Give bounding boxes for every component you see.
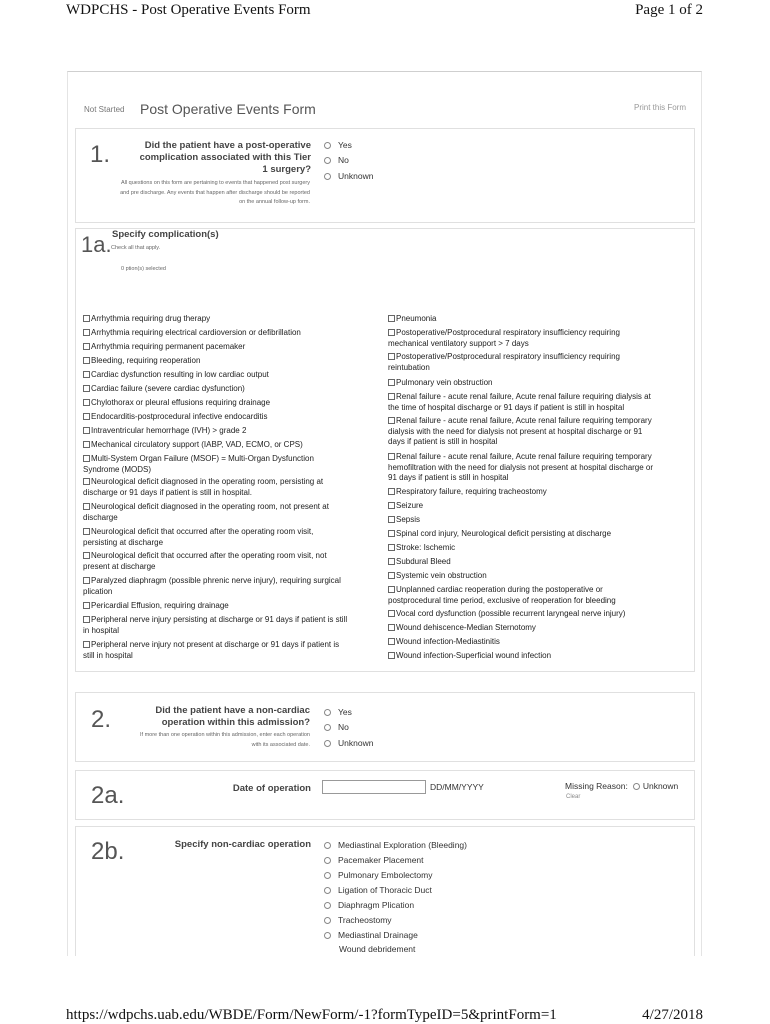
q2-option-yes[interactable]: Yes: [324, 706, 352, 718]
complication-option[interactable]: [388, 328, 693, 349]
checkbox-icon[interactable]: [83, 399, 90, 406]
radio-icon[interactable]: [324, 724, 331, 731]
radio-icon[interactable]: [324, 842, 331, 849]
checkbox-icon[interactable]: [83, 329, 90, 336]
missing-reason-unknown-radio[interactable]: [633, 783, 640, 790]
complication-option[interactable]: [83, 342, 385, 353]
operation-option[interactable]: [324, 899, 414, 911]
status-label: Not Started: [84, 105, 125, 114]
operation-option[interactable]: [324, 869, 432, 881]
complication-option[interactable]: [388, 529, 693, 540]
question-1a-title: Specify complication(s): [112, 229, 219, 240]
operation-option[interactable]: [324, 929, 418, 941]
checkbox-icon[interactable]: [388, 329, 395, 336]
checkbox-icon[interactable]: [388, 558, 395, 565]
question-2a-number: 2a.: [91, 782, 125, 809]
complication-option[interactable]: [83, 328, 385, 339]
complication-option-label: Neurological deficit that occurred after the operating room visit,: [91, 527, 314, 536]
radio-icon[interactable]: [324, 902, 331, 909]
checkbox-icon[interactable]: [388, 393, 395, 400]
complication-option[interactable]: [83, 502, 385, 523]
complication-option-label: persisting at discharge: [83, 537, 164, 547]
question-1a-hint: Check all that apply.: [111, 245, 161, 251]
complication-option-label: discharge: [83, 512, 118, 522]
complication-option-label: Vocal cord dysfunction (possible recurrent laryngeal nerve injury): [396, 609, 626, 618]
complication-option[interactable]: [388, 515, 693, 526]
missing-reason-label: Missing Reason:: [565, 781, 628, 791]
complication-option-label: Endocarditis-postprocedural infective endocarditis: [91, 412, 268, 421]
complication-option-label: Postoperative/Postprocedural respiratory insufficiency requiring: [396, 352, 620, 361]
complication-option-label: present at discharge: [83, 561, 156, 571]
complication-option-label: Wound infection-Mediastinitis: [396, 637, 500, 646]
clear-link[interactable]: Clear: [566, 794, 581, 800]
checkbox-icon[interactable]: [388, 353, 395, 360]
question-1a-number: 1a.: [81, 232, 112, 257]
complication-option[interactable]: [388, 452, 693, 484]
complication-option[interactable]: [388, 543, 693, 554]
complication-option-label: Neurological deficit diagnosed in the operating room, persisting at: [91, 477, 324, 486]
question-2a-section: [75, 770, 695, 820]
radio-icon[interactable]: [324, 917, 331, 924]
complication-option[interactable]: [83, 426, 385, 437]
operation-option-label: Pacemaker Placement: [338, 855, 424, 865]
complication-option-label: Renal failure - acute renal failure, Acute renal failure requiring dialysis at: [396, 392, 651, 401]
complication-option-label: Renal failure - acute renal failure, Acute renal failure requiring temporary: [396, 416, 652, 425]
complication-option-label: Systemic vein obstruction: [396, 571, 487, 580]
complication-option-label: Wound infection-Superficial wound infection: [396, 651, 552, 660]
checkbox-icon[interactable]: [83, 455, 90, 462]
checkbox-icon[interactable]: [83, 528, 90, 535]
radio-icon[interactable]: [324, 872, 331, 879]
checkbox-icon[interactable]: [83, 385, 90, 392]
complication-option[interactable]: [388, 392, 693, 413]
complication-option[interactable]: [388, 314, 693, 325]
checkbox-icon[interactable]: [83, 641, 90, 648]
checkbox-icon[interactable]: [388, 453, 395, 460]
complication-option-label: Peripheral nerve injury not present at discharge or 91 days if patient is: [91, 640, 340, 649]
complication-option-label: Seizure: [396, 501, 424, 510]
operation-option-label: Tracheostomy: [338, 915, 392, 925]
complication-option[interactable]: [388, 637, 693, 648]
checkbox-icon[interactable]: [388, 417, 395, 424]
complication-option[interactable]: [83, 527, 385, 548]
checkbox-icon[interactable]: [388, 379, 395, 386]
checkbox-icon[interactable]: [388, 586, 395, 593]
radio-icon[interactable]: [324, 740, 331, 747]
complication-option[interactable]: [83, 615, 385, 636]
q2-option-no[interactable]: No: [324, 721, 349, 733]
operation-option[interactable]: [324, 884, 432, 896]
complication-option[interactable]: [388, 571, 693, 582]
checkbox-icon[interactable]: [83, 427, 90, 434]
complication-option-label: Chylothorax or pleural effusions requiring drainage: [91, 398, 271, 407]
checkbox-icon[interactable]: [83, 478, 90, 485]
print-form-link[interactable]: Print this Form: [634, 103, 687, 112]
complication-option-label: Sepsis: [396, 515, 421, 524]
footer-date: 4/27/2018: [642, 1007, 703, 1023]
complication-option[interactable]: [83, 398, 385, 409]
question-2b-number: 2b.: [91, 838, 125, 865]
complication-option[interactable]: [83, 356, 385, 367]
missing-reason-unknown-label[interactable]: Unknown: [642, 781, 679, 791]
radio-icon[interactable]: [324, 142, 331, 149]
complication-option-label: Arrhythmia requiring electrical cardioversion or defibrillation: [91, 328, 301, 337]
complication-option-label: Bleeding, requiring reoperation: [91, 356, 201, 365]
complication-option-label: mechanical ventilatory support > 7 days: [388, 338, 529, 348]
checkbox-icon[interactable]: [83, 343, 90, 350]
operation-option-label: Mediastinal Exploration (Bleeding): [338, 840, 467, 850]
date-format-label: DD/MM/YYYY: [430, 782, 484, 792]
radio-icon[interactable]: [324, 857, 331, 864]
complication-option-label: Arrhythmia requiring permanent pacemaker: [91, 342, 246, 351]
footer-url: https://wdpchs.uab.edu/WBDE/Form/NewForm/-1?formTypeID=5&printForm=1: [66, 1007, 557, 1023]
question-2-note: If more than one operation within this admission, enter each operation with its associated date.: [140, 732, 310, 748]
complication-option-label: Unplanned cardiac reoperation during the postoperative or: [396, 585, 603, 594]
question-1-number: 1.: [90, 141, 111, 168]
complication-option-label: plication: [83, 586, 113, 596]
complication-option[interactable]: [83, 551, 385, 572]
question-1-text: Did the patient have a post-operative complication associated with this Tier 1 surgery?: [139, 140, 311, 175]
complication-option-label: Paralyzed diaphragm (possible phrenic nerve injury), requiring surgical: [91, 576, 341, 585]
complication-option-label: Intraventricular hemorrhage (IVH) > grade 2: [91, 426, 247, 435]
document-title: WDPCHS - Post Operative Events Form: [66, 2, 311, 18]
checkbox-icon[interactable]: [388, 624, 395, 631]
complication-option[interactable]: [388, 487, 693, 498]
complication-option-label: Stroke: Ischemic: [396, 543, 456, 552]
checkbox-icon[interactable]: [83, 503, 90, 510]
checkbox-icon[interactable]: [83, 616, 90, 623]
q1-option-no[interactable]: No: [324, 154, 349, 166]
complication-option-label: still in hospital: [83, 650, 133, 660]
operation-option-label: Ligation of Thoracic Duct: [338, 885, 432, 895]
operation-option-label: Mediastinal Drainage: [338, 930, 418, 940]
radio-icon[interactable]: [324, 932, 331, 939]
radio-icon[interactable]: [324, 887, 331, 894]
checkbox-icon[interactable]: [388, 502, 395, 509]
q2-option-unknown[interactable]: Unknown: [324, 737, 373, 749]
checkbox-icon[interactable]: [83, 577, 90, 584]
checkbox-icon[interactable]: [388, 652, 395, 659]
complication-option-label: days if patient is still in hospital: [388, 437, 498, 446]
radio-icon[interactable]: [324, 157, 331, 164]
complication-option-label: Respiratory failure, requiring tracheostomy: [396, 487, 547, 496]
q1-option-unknown[interactable]: Unknown: [324, 170, 373, 182]
complication-option-label: Pulmonary vein obstruction: [396, 378, 493, 387]
checkbox-icon[interactable]: [388, 572, 395, 579]
complication-option-label: Pericardial Effusion, requiring drainage: [91, 601, 229, 610]
question-2b-text: Specify non-cardiac operation: [174, 839, 311, 850]
checkbox-icon[interactable]: [83, 413, 90, 420]
complication-option[interactable]: [83, 576, 385, 597]
complication-option[interactable]: [83, 477, 385, 498]
checkbox-icon[interactable]: [388, 638, 395, 645]
complication-option[interactable]: [83, 640, 385, 661]
complication-option-label: Subdural Bleed: [396, 557, 451, 566]
checkbox-icon[interactable]: [83, 371, 90, 378]
operation-option[interactable]: [324, 839, 467, 851]
checkbox-icon[interactable]: [388, 610, 395, 617]
missing-reason: [565, 781, 678, 791]
complication-option[interactable]: [388, 585, 693, 606]
complication-option[interactable]: [388, 501, 693, 512]
page-indicator: Page 1 of 2: [635, 2, 703, 18]
checkbox-icon[interactable]: [388, 488, 395, 495]
complication-option[interactable]: [83, 412, 385, 423]
operation-option[interactable]: [339, 943, 415, 955]
question-2-text: Did the patient have a non-cardiac operation within this admission?: [155, 705, 310, 728]
complication-option-label: hemofiltration with the need for dialysis not present at hospital discharge or: [388, 462, 654, 472]
complication-option-label: Mechanical circulatory support (IABP, VAD, ECMO, or CPS): [91, 440, 303, 449]
checkbox-icon[interactable]: [83, 357, 90, 364]
complication-option-label: Arrhythmia requiring drug therapy: [91, 314, 211, 323]
complication-option[interactable]: [388, 378, 693, 389]
question-2a-text: Date of operation: [232, 783, 311, 794]
complication-option-label: Postoperative/Postprocedural respiratory insufficiency requiring: [396, 328, 620, 337]
date-of-operation-input[interactable]: [322, 780, 426, 794]
complication-option[interactable]: [388, 352, 693, 373]
complication-option-label: Neurological deficit that occurred after the operating room visit, not: [91, 551, 327, 560]
complication-option[interactable]: [83, 454, 385, 475]
checkbox-icon[interactable]: [388, 315, 395, 322]
complication-option[interactable]: [388, 416, 693, 448]
complication-option-label: discharge or 91 days if patient is still in hospital.: [83, 487, 252, 497]
complication-option[interactable]: [83, 601, 385, 612]
complication-option-label: the time of hospital discharge or 91 days if patient is still in hospital: [388, 402, 625, 412]
complication-option-label: 91 days if patient is still in hospital: [388, 473, 509, 482]
complication-option-label: postprocedural time period, exclusive of reoperation for bleeding: [388, 595, 616, 605]
complication-option-label: in hospital: [83, 625, 120, 635]
complication-option-label: Pneumonia: [396, 314, 437, 323]
complication-option[interactable]: [388, 623, 693, 634]
checkbox-icon[interactable]: [83, 441, 90, 448]
checkbox-icon[interactable]: [388, 544, 395, 551]
checkbox-icon[interactable]: [388, 516, 395, 523]
question-1-note: All questions on this form are pertaining to events that happened post surgery and pre discharge. Any events that happen after discharge should be reported on the annual follow-up form.: [120, 180, 310, 205]
complication-option-label: Cardiac dysfunction resulting in low cardiac output: [91, 370, 269, 379]
checkbox-icon[interactable]: [83, 315, 90, 322]
complication-option-label: Spinal cord injury, Neurological deficit persisting at discharge: [396, 529, 612, 538]
complication-option[interactable]: [388, 557, 693, 568]
complication-option[interactable]: [388, 651, 693, 662]
checkbox-icon[interactable]: [83, 602, 90, 609]
question-2-number: 2.: [91, 706, 112, 733]
complication-option[interactable]: [83, 370, 385, 381]
checkbox-icon[interactable]: [388, 530, 395, 537]
complication-option-label: Multi-System Organ Failure (MSOF) = Multi-Organ Dysfunction: [91, 454, 314, 463]
operation-option-label: Diaphragm Plication: [338, 900, 415, 910]
complication-option-label: Peripheral nerve injury persisting at discharge or 91 days if patient is still: [91, 615, 348, 624]
complication-option-label: Cardiac failure (severe cardiac dysfunction): [91, 384, 245, 393]
complication-option-label: dialysis with the need for dialysis not present at hospital discharge or 91: [388, 426, 643, 436]
operation-option-label: Wound debridement: [339, 944, 416, 954]
radio-icon[interactable]: [324, 173, 331, 180]
selected-count: 0 ption(s) selected: [121, 266, 166, 272]
checkbox-icon[interactable]: [83, 552, 90, 559]
q1-option-yes[interactable]: Yes: [324, 139, 352, 151]
operation-option[interactable]: [324, 914, 392, 926]
operation-option-label: Pulmonary Embolectomy: [338, 870, 433, 880]
complication-option-label: Renal failure - acute renal failure, Acute renal failure requiring temporary: [396, 452, 652, 461]
complication-option[interactable]: [388, 609, 693, 620]
radio-icon[interactable]: [324, 709, 331, 716]
form-title: Post Operative Events Form: [140, 101, 316, 117]
complication-option-label: Neurological deficit diagnosed in the operating room, not present at: [91, 502, 329, 511]
operation-option[interactable]: [324, 854, 424, 866]
complication-option-label: reintubation: [388, 362, 430, 372]
complication-option[interactable]: [83, 440, 385, 451]
complication-option-label: Syndrome (MODS): [83, 464, 152, 474]
complication-option[interactable]: [83, 384, 385, 395]
complication-option[interactable]: [83, 314, 385, 325]
complication-option-label: Wound dehiscence-Median Sternotomy: [396, 623, 536, 632]
